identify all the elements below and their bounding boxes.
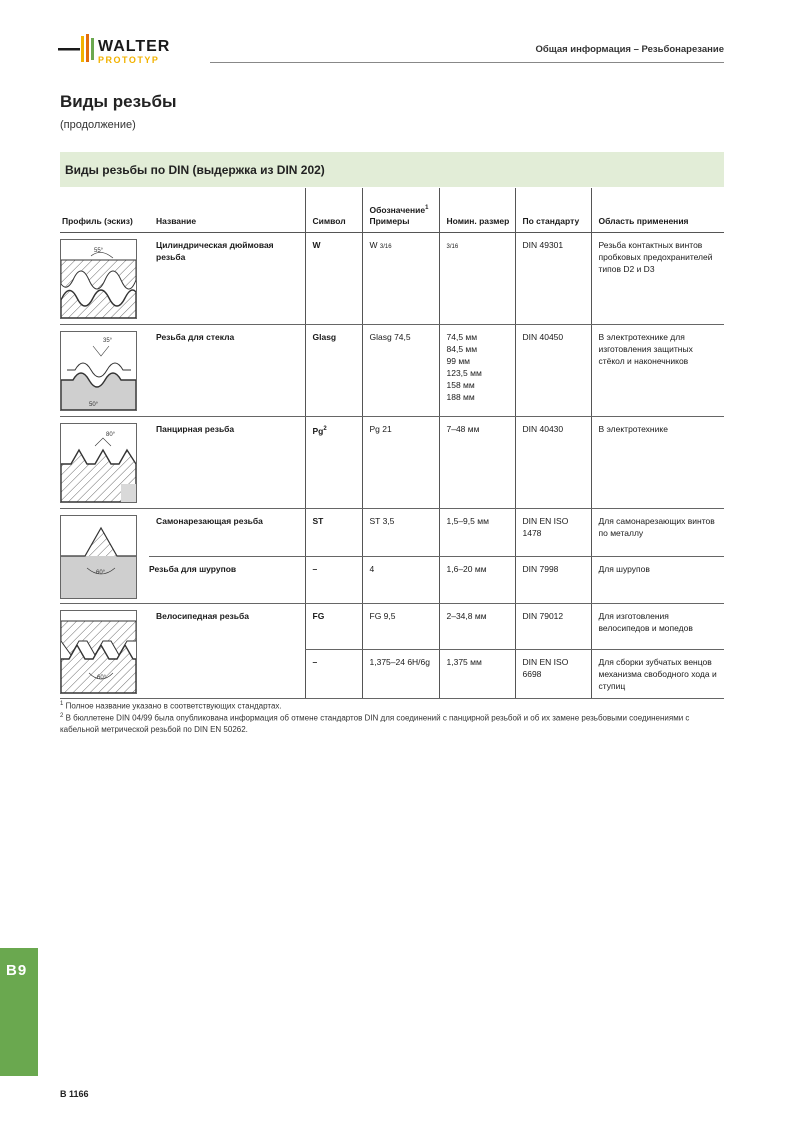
thread-example: Pg 21 bbox=[362, 417, 439, 509]
thread-nominal: 7–48 мм bbox=[439, 417, 515, 509]
page-subtitle: (продолжение) bbox=[60, 119, 136, 131]
thread-nominal: 1,6–20 мм bbox=[439, 556, 515, 604]
conduit-thread-sketch bbox=[60, 423, 137, 503]
profile-sketch-cell bbox=[60, 604, 149, 699]
thread-name: Самонарезающая резьба bbox=[149, 509, 305, 557]
thread-standard: DIN EN ISO 1478 bbox=[515, 509, 591, 557]
walter-logo-mark bbox=[58, 32, 203, 68]
self-tapping-thread-sketch bbox=[60, 515, 137, 599]
angle-label: 55° bbox=[94, 248, 104, 254]
thread-nominal: 2–34,8 мм bbox=[439, 604, 515, 650]
glass-thread-sketch bbox=[60, 331, 137, 411]
header-application: Область применения bbox=[591, 188, 724, 233]
thread-nominal: 74,5 мм 84,5 мм 99 мм 123,5 мм 158 мм 188 мм bbox=[439, 325, 515, 417]
thread-standard: DIN 40430 bbox=[515, 417, 591, 509]
thread-symbol: FG bbox=[305, 604, 362, 650]
thread-application: Для самонарезающих винтов по металлу bbox=[591, 509, 724, 557]
thread-name: Панцирная резьба bbox=[149, 417, 305, 509]
thread-application: Резьба контактных винтов пробковых предохранителей типов D2 и D3 bbox=[591, 233, 724, 325]
footnote-2: $^2$ В бюллетене DIN 04/99 была опубликована информация об отмене стандартов DIN для соединений с панцирной резьбой и об их замене резьбовыми соединениями с кабельной метрической резьбой по DIN EN 50262. bbox=[60, 713, 690, 734]
thread-name-empty bbox=[149, 650, 305, 699]
thread-standard: DIN 40450 bbox=[515, 325, 591, 417]
thread-name: Резьба для шурупов bbox=[149, 556, 305, 604]
thread-name: Цилиндрическая дюймовая резьба bbox=[149, 233, 305, 325]
profile-sketch-cell bbox=[60, 325, 149, 417]
thread-application: В электротехнике bbox=[591, 417, 724, 509]
header-designation: Обозначение$^1$ Примеры bbox=[362, 188, 439, 233]
angle-label: 60° bbox=[96, 570, 106, 576]
thread-symbol: Pg$^2$ bbox=[305, 417, 362, 509]
thread-nominal: 1,375 мм bbox=[439, 650, 515, 699]
table-row bbox=[60, 325, 724, 417]
logo-subbrand: PROTOTYP bbox=[98, 55, 160, 65]
chapter-tab-label: B9 bbox=[6, 962, 28, 979]
thread-example: Glasg 74,5 bbox=[362, 325, 439, 417]
header-profile: Профиль (эскиз) bbox=[60, 188, 149, 233]
thread-example: FG 9,5 bbox=[362, 604, 439, 650]
thread-example: ST 3,5 bbox=[362, 509, 439, 557]
thread-symbol: W bbox=[305, 233, 362, 325]
thread-standard: DIN 7998 bbox=[515, 556, 591, 604]
thread-application: Для сборки зубчатых венцов механизма свободного хода и ступиц bbox=[591, 650, 724, 699]
thread-example: 1,375–24 6H/6g bbox=[362, 650, 439, 699]
page-title: Виды резьбы bbox=[60, 92, 177, 111]
profile-sketch-cell bbox=[60, 233, 149, 325]
thread-symbol: – bbox=[305, 650, 362, 699]
angle-label: 60° bbox=[97, 675, 107, 681]
whitworth-thread-sketch bbox=[60, 239, 137, 319]
thread-types-table bbox=[60, 188, 724, 699]
thread-name: Резьба для стекла bbox=[149, 325, 305, 417]
thread-application: В электротехнике для изготовления защитных стёкол и наконечников bbox=[591, 325, 724, 417]
header-symbol: Символ bbox=[305, 188, 362, 233]
header-standard: По стандарту bbox=[515, 188, 591, 233]
header-name: Название bbox=[149, 188, 305, 233]
header-divider bbox=[210, 62, 724, 63]
angle-label: 80° bbox=[106, 432, 116, 438]
table-row bbox=[60, 509, 724, 557]
section-title: Виды резьбы по DIN (выдержка из DIN 202) bbox=[65, 163, 325, 177]
thread-standard: DIN 49301 bbox=[515, 233, 591, 325]
walter-logo bbox=[58, 32, 203, 68]
profile-sketch-cell bbox=[60, 509, 149, 604]
thread-nominal: 1,5–9,5 мм bbox=[439, 509, 515, 557]
table-row bbox=[60, 417, 724, 509]
table-header-row bbox=[60, 188, 724, 233]
profile-sketch-cell bbox=[60, 417, 149, 509]
table-row bbox=[60, 233, 724, 325]
header-nominal: Номин. размер bbox=[439, 188, 515, 233]
footnote-1: $^1$ Полное название указано в соответствующих стандартах. bbox=[60, 701, 282, 711]
angle-label-bottom: 50° bbox=[89, 402, 99, 408]
angle-label-top: 35° bbox=[103, 338, 113, 344]
page-number: B 1166 bbox=[60, 1089, 89, 1099]
header-title: Общая информация – Резьбонарезание bbox=[535, 44, 724, 55]
thread-name: Велосипедная резьба bbox=[156, 611, 249, 621]
table-row bbox=[60, 650, 724, 699]
table-row bbox=[60, 556, 724, 604]
table-row bbox=[60, 604, 724, 650]
thread-example: 4 bbox=[362, 556, 439, 604]
thread-example: W 3/16 bbox=[362, 233, 439, 325]
thread-application: Для шурупов bbox=[591, 556, 724, 604]
thread-standard: DIN 79012 bbox=[515, 604, 591, 650]
thread-symbol: – bbox=[305, 556, 362, 604]
thread-symbol: ST bbox=[305, 509, 362, 557]
thread-nominal: 3/16 bbox=[439, 233, 515, 325]
thread-application: Для изготовления велосипедов и мопедов bbox=[591, 604, 724, 650]
thread-standard: DIN EN ISO 6698 bbox=[515, 650, 591, 699]
thread-symbol: Glasg bbox=[305, 325, 362, 417]
bicycle-thread-sketch bbox=[60, 610, 137, 694]
logo-wordmark: WALTER bbox=[98, 38, 171, 55]
